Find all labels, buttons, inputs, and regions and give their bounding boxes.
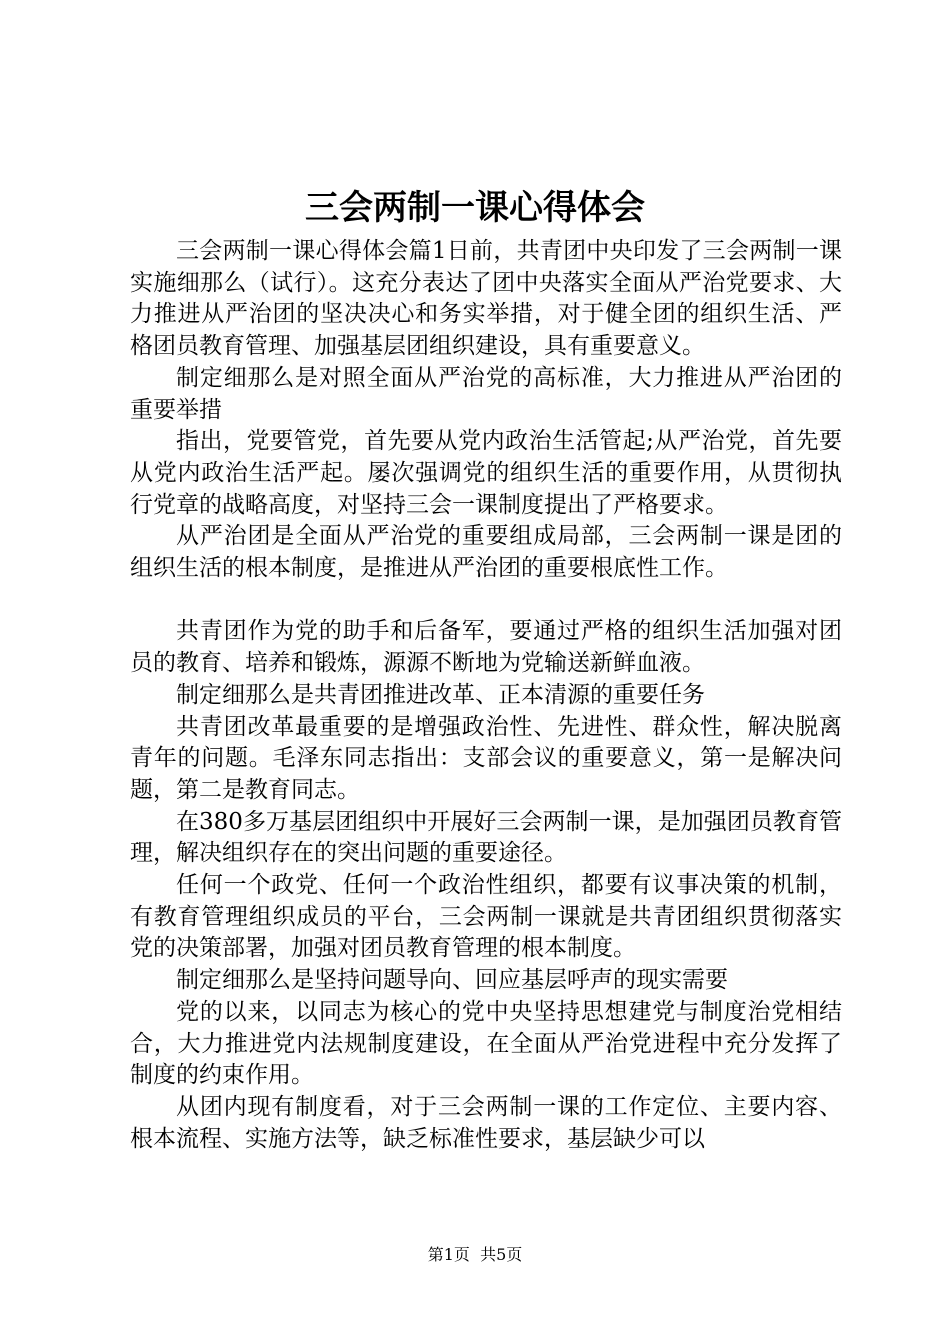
paragraph-8: 在380多万基层团组织中开展好三会两制一课，是加强团员教育管理，解决组织存在的突出问题的重要途径。 <box>130 808 842 867</box>
paragraph-10: 制定细那么是坚持问题导向、回应基层呼声的现实需要 <box>176 967 728 994</box>
paragraph-6: 制定细那么是共青团推进改革、正本清源的重要任务 <box>176 681 705 708</box>
paragraph-1: 三会两制一课心得体会篇1日前，共青团中央印发了三会两制一课实施细那么（试行）。这充分表达了团中央落实全面从严治党要求、大力推进从严治团的坚决决心和务实举措，对于健全团的组织生活、严格团员教育管理、加强基层团组织建设，具有重要意义。 <box>130 238 842 360</box>
paragraph-4: 从严治团是全面从严治党的重要组成局部，三会两制一课是团的组织生活的根本制度，是推进从严治团的重要根底性工作。 <box>130 523 842 582</box>
footer-spacer <box>470 1245 480 1264</box>
document-title: 三会两制一课心得体会 <box>305 188 645 228</box>
page-total: 共5页 <box>480 1245 523 1264</box>
paragraph-11: 党的以来，以同志为核心的党中央坚持思想建党与制度治党相结合，大力推进党内法规制度建设，在全面从严治党进程中充分发挥了制度的约束作用。 <box>130 998 842 1089</box>
paragraph-5: 共青团作为党的助手和后备军，要通过严格的组织生活加强对团员的教育、培养和锻炼，源源不断地为党输送新鲜血液。 <box>130 618 842 677</box>
paragraph-9: 任何一个政党、任何一个政治性组织，都要有议事决策的机制，有教育管理组织成员的平台，三会两制一课就是共青团组织贯彻落实党的决策部署，加强对团员教育管理的根本制度。 <box>130 872 842 962</box>
document-body <box>130 236 842 1155</box>
page-number: 第1页 <box>427 1245 470 1264</box>
paragraph-2: 制定细那么是对照全面从严治党的高标准，大力推进从严治团的重要举措 <box>130 364 842 423</box>
page-footer <box>0 1244 950 1266</box>
paragraph-3: 指出，党要管党，首先要从党内政治生活管起;从严治党，首先要从党内政治生活严起。屡次强调党的组织生活的重要作用，从贯彻执行党章的战略高度，对坚持三会一课制度提出了严格要求。 <box>130 428 842 518</box>
paragraph-7: 共青团改革最重要的是增强政治性、先进性、群众性，解决脱离青年的问题。毛泽东同志指出：支部会议的重要意义，第一是解决问题，第二是教育同志。 <box>130 713 842 803</box>
paragraph-12: 从团内现有制度看，对于三会两制一课的工作定位、主要内容、根本流程、实施方法等，缺乏标准性要求，基层缺少可以 <box>130 1093 842 1152</box>
